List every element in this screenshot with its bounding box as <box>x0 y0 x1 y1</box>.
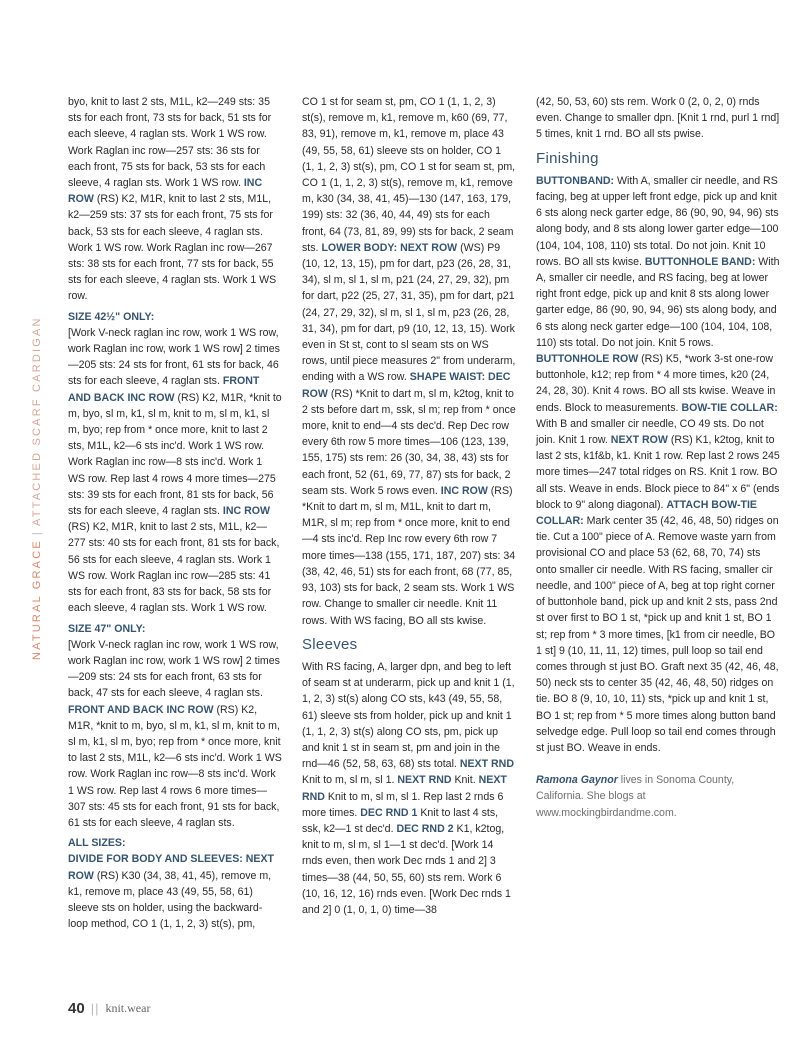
magazine-name: knit.wear <box>105 1001 151 1015</box>
paragraph: With RS facing, A, larger dpn, and beg to left of seam st at underarm, pick up and knit 1 (1, 1, 2, 3) st(s) along CO sts, k43 (49, 55, 58, 61) sleeve sts from holder, pick up and knit 1 (1, 1, 2, 3) st(s) along CO sts, pm, pick up and knit 1 st in seam st, pm and join in the rnd—46 (52, 58, 63, 68) sts total. NEXT RND Knit to m, sl m, sl 1. NEXT RND Knit. NEXT RND Knit to m, sl m, sl 1. Rep last 2 rnds 6 more times. DEC RND 1 Knit to last 4 sts, ssk, k2—1 st dec'd. DEC RND 2 K1, k2tog, knit to m, sl m, sl 1—1 st dec'd. [Work 14 rnds even, then work Dec rnds 1 and 2] 3 times—38 (44, 50, 55, 60) sts rem. Work 6 (10, 16, 12, 16) rnds even. [Work Dec rnds 1 and 2] 0 (1, 0, 1, 0) time—38 <box>302 660 515 916</box>
author-name: Ramona Gaynor <box>536 774 618 787</box>
side-label-title: NATURAL GRACE <box>31 539 43 660</box>
page-footer <box>68 1000 150 1017</box>
paragraph: [Work V-neck raglan inc row, work 1 WS row, work Raglan inc row, work 1 WS row] 2 times—205 sts: 24 sts for front, 61 sts for back, 46 sts for each sleeve, 4 raglan sts. FRONT AND BACK INC ROW (RS) K2, M1R, *knit to m, byo, sl m, k1, sl m, knit to m, sl m, k1, sl m, byo; rep from * once more, knit to last 2 sts, M1L, k2—6 sts inc'd. Work 1 WS row. Work Raglan inc row—8 sts inc'd. Work 1 WS row. Rep last 4 rows 4 more times—275 sts: 39 sts for each front, 81 sts for back, 56 sts for each sleeve, 4 raglan sts. INC ROW (RS) K2, M1R, knit to last 2 sts, M1L, k2—277 sts: 40 sts for each front, 81 sts for back, 56 sts for each sleeve, 4 raglan sts. Work 1 WS row. Work Raglan inc row—285 sts: 41 sts for each front, 83 sts for back, 58 sts for each sleeve, 4 raglan sts. Work 1 WS row. <box>68 326 282 615</box>
side-label-subtitle: ATTACHED SCARF CARDIGAN <box>31 316 43 527</box>
paragraph: (42, 50, 53, 60) sts rem. Work 0 (2, 0, 2, 0) rnds even. Change to smaller dpn. [Knit 1 rnd, purl 1 rnd] 5 times, knit 1 rnd. BO all sts pwise. <box>536 96 780 141</box>
section-heading-finishing: Finishing <box>536 149 599 167</box>
size-heading: SIZE 47" ONLY: <box>68 622 146 635</box>
side-label <box>26 100 48 660</box>
column-2 <box>302 94 516 918</box>
author-bio: Ramona Gaynor lives in Sonoma County, California. She blogs at www.mockingbirdandme.com. <box>536 774 735 819</box>
column-3 <box>536 94 782 821</box>
side-label-separator: | <box>31 530 43 536</box>
footer-divider: || <box>90 1001 100 1016</box>
section-heading-sleeves: Sleeves <box>302 635 358 653</box>
paragraph: DIVIDE FOR BODY AND SLEEVES: NEXT ROW (RS) K30 (34, 38, 41, 45), remove m, k1, remove m, place 43 (49, 55, 58, 61) sleeve sts on holder, using the backward-loop method, CO 1 (1, 1, 2, 3) st(s), pm, <box>68 853 275 931</box>
column-1 <box>68 94 282 932</box>
size-heading: ALL SIZES: <box>68 837 126 850</box>
page-number: 40 <box>68 1000 85 1017</box>
size-heading: SIZE 42½" ONLY: <box>68 310 155 323</box>
paragraph: [Work V-neck raglan inc row, work 1 WS row, work Raglan inc row, work 1 WS row] 2 times—209 sts: 24 sts for each front, 63 sts for back, 47 sts for each sleeve, 4 raglan sts. FRONT AND BACK INC ROW (RS) K2, M1R, *knit to m, byo, sl m, k1, sl m, knit to m, sl m, k1, sl m, byo; rep from * once more, knit to last 2 sts, M1L, k2—6 sts inc'd. Work 1 WS row. Work Raglan inc row—8 sts inc'd. Work 1 WS row. Rep last 4 rows 6 more times—307 sts: 45 sts for each front, 91 sts for back, 61 sts for each sleeve, 4 raglan sts. <box>68 638 282 829</box>
paragraph: CO 1 st for seam st, pm, CO 1 (1, 1, 2, 3) st(s), remove m, k1, remove m, k60 (69, 77, 83, 91), remove m, k1, remove m, place 43 (49, 55, 58, 61) sleeve sts on holder, CO 1 (1, 1, 2, 3) st(s), pm, CO 1 st for seam st, pm, CO 1 (1, 1, 2, 3) st(s), remove m, k1, remove m, k30 (34, 38, 41, 45)—130 (147, 163, 179, 199) sts: 32 (36, 40, 44, 49) sts for each front, 64 (73, 81, 89, 99) sts for back, 2 seam sts. LOWER BODY: NEXT ROW (WS) P9 (10, 12, 13, 15), pm for dart, p23 (26, 28, 31, 34), sl m, sl 1, sl m, p21 (24, 27, 29, 32), pm for dart, p22 (25, 27, 31, 35), pm for dart, p21 (24, 27, 29, 32), sl m, sl 1, sl m, p23 (26, 28, 31, 34), pm for dart, p9 (10, 12, 13, 15). Work even in St st, cont to sl seam sts on WS rows, until piece measures 2" from underarm, ending with a WS row. SHAPE WAIST: DEC ROW (RS) *Knit to dart m, sl m, k2tog, knit to 2 sts before dart m, ssk, sl m; rep from * once more, knit to end—4 sts dec'd. Rep Dec row every 6th row 5 more times—106 (123, 139, 155, 175) sts rem: 26 (30, 34, 38, 43) sts for each front, 52 (61, 69, 77, 87) sts for back, 2 seam sts. Work 5 rows even. INC ROW (RS) *Knit to dart m, sl m, M1L, knit to dart m, M1R, sl m; rep from * once more, knit to end—4 sts inc'd. Rep Inc row every 6th row 7 more times—138 (155, 171, 187, 207) sts: 34 (38, 42, 46, 51) sts for each front, 68 (77, 85, 93, 103) sts for back, 2 seam sts. Work 1 WS row. Change to smaller cir needle. Knit 11 rows. With WS facing, BO all sts kwise. <box>302 96 516 627</box>
paragraph: byo, knit to last 2 sts, M1L, k2—249 sts: 35 sts for each front, 73 sts for back, 51 sts for each sleeve, 4 raglan sts. Work 1 WS row. Work Raglan inc row—257 sts: 36 sts for each front, 75 sts for back, 53 sts for each sleeve, 4 raglan sts. Work 1 WS row. INC ROW (RS) K2, M1R, knit to last 2 sts, M1L, k2—259 sts: 37 sts for each front, 75 sts for back, 53 sts for each sleeve, 4 raglan sts. Work 1 WS row. Work Raglan inc row—267 sts: 38 sts for each front, 77 sts for back, 55 sts for each sleeve, 4 raglan sts. Work 1 WS row. <box>68 96 277 303</box>
paragraph: BUTTONBAND: With A, smaller cir needle, and RS facing, beg at upper left front edge, pick up and knit 6 sts along neck garter edge, 86 (90, 90, 94, 96) sts along body, and 8 sts along lower garter edge—100 (104, 104, 108, 110) sts total. Do not join. Knit 10 rows. BO all sts kwise. BUTTONHOLE BAND: With A, smaller cir needle, and RS facing, beg at lower right front edge, pick up and knit 8 sts along lower garter edge, 86 (90, 90, 94, 96) sts along body, and 6 sts along neck garter edge—100 (104, 104, 108, 110) sts total. Do not join. Knit 5 rows. BUTTONHOLE ROW (RS) K5, *work 3-st one-row buttonhole, k12; rep from * 4 more times, k20 (24, 24, 28, 30). Knit 4 rows. BO all sts kwise. Weave in ends. Block to measurements. BOW-TIE COLLAR: With B and smaller cir needle, CO 49 sts. Do not join. Knit 1 row. NEXT ROW (RS) K1, k2tog, knit to last 2 sts, k1f&b, k1. Knit 1 row. Rep last 2 rows 245 more times—247 total ridges on RS. Knit 1 row. BO all sts. Weave in ends. Block piece to 84" x 6" (ends block to 9" along diagonal). ATTACH BOW-TIE COLLAR: Mark center 35 (42, 46, 48, 50) ridges on tie. Cut a 100" piece of A. Remove waste yarn from provisional CO and place 53 (62, 68, 70, 74) sts onto smaller cir needle. With RS facing, smaller cir needle, and 100" piece of A, beg at top right corner of buttonhole band, pick up and knit 2 sts, pass 2nd st over first to BO 1 st, *pick up and knit 1 st, BO 1 st; rep from * 3 more times, [k1 from cir needle, BO 1 st] 9 (10, 11, 11, 12) times, pull loop so tail end comes through st just BO. Graft next 35 (42, 46, 48, 50) neck sts to center 35 (42, 46, 48, 50) ridges on tie. BO 8 (9, 10, 10, 11) sts, *pick up and knit 1 st, BO 1 st; rep from * 5 more times along button band selvedge edge. Pull loop so tail end comes through st just BO. Weave in ends. <box>536 174 780 754</box>
